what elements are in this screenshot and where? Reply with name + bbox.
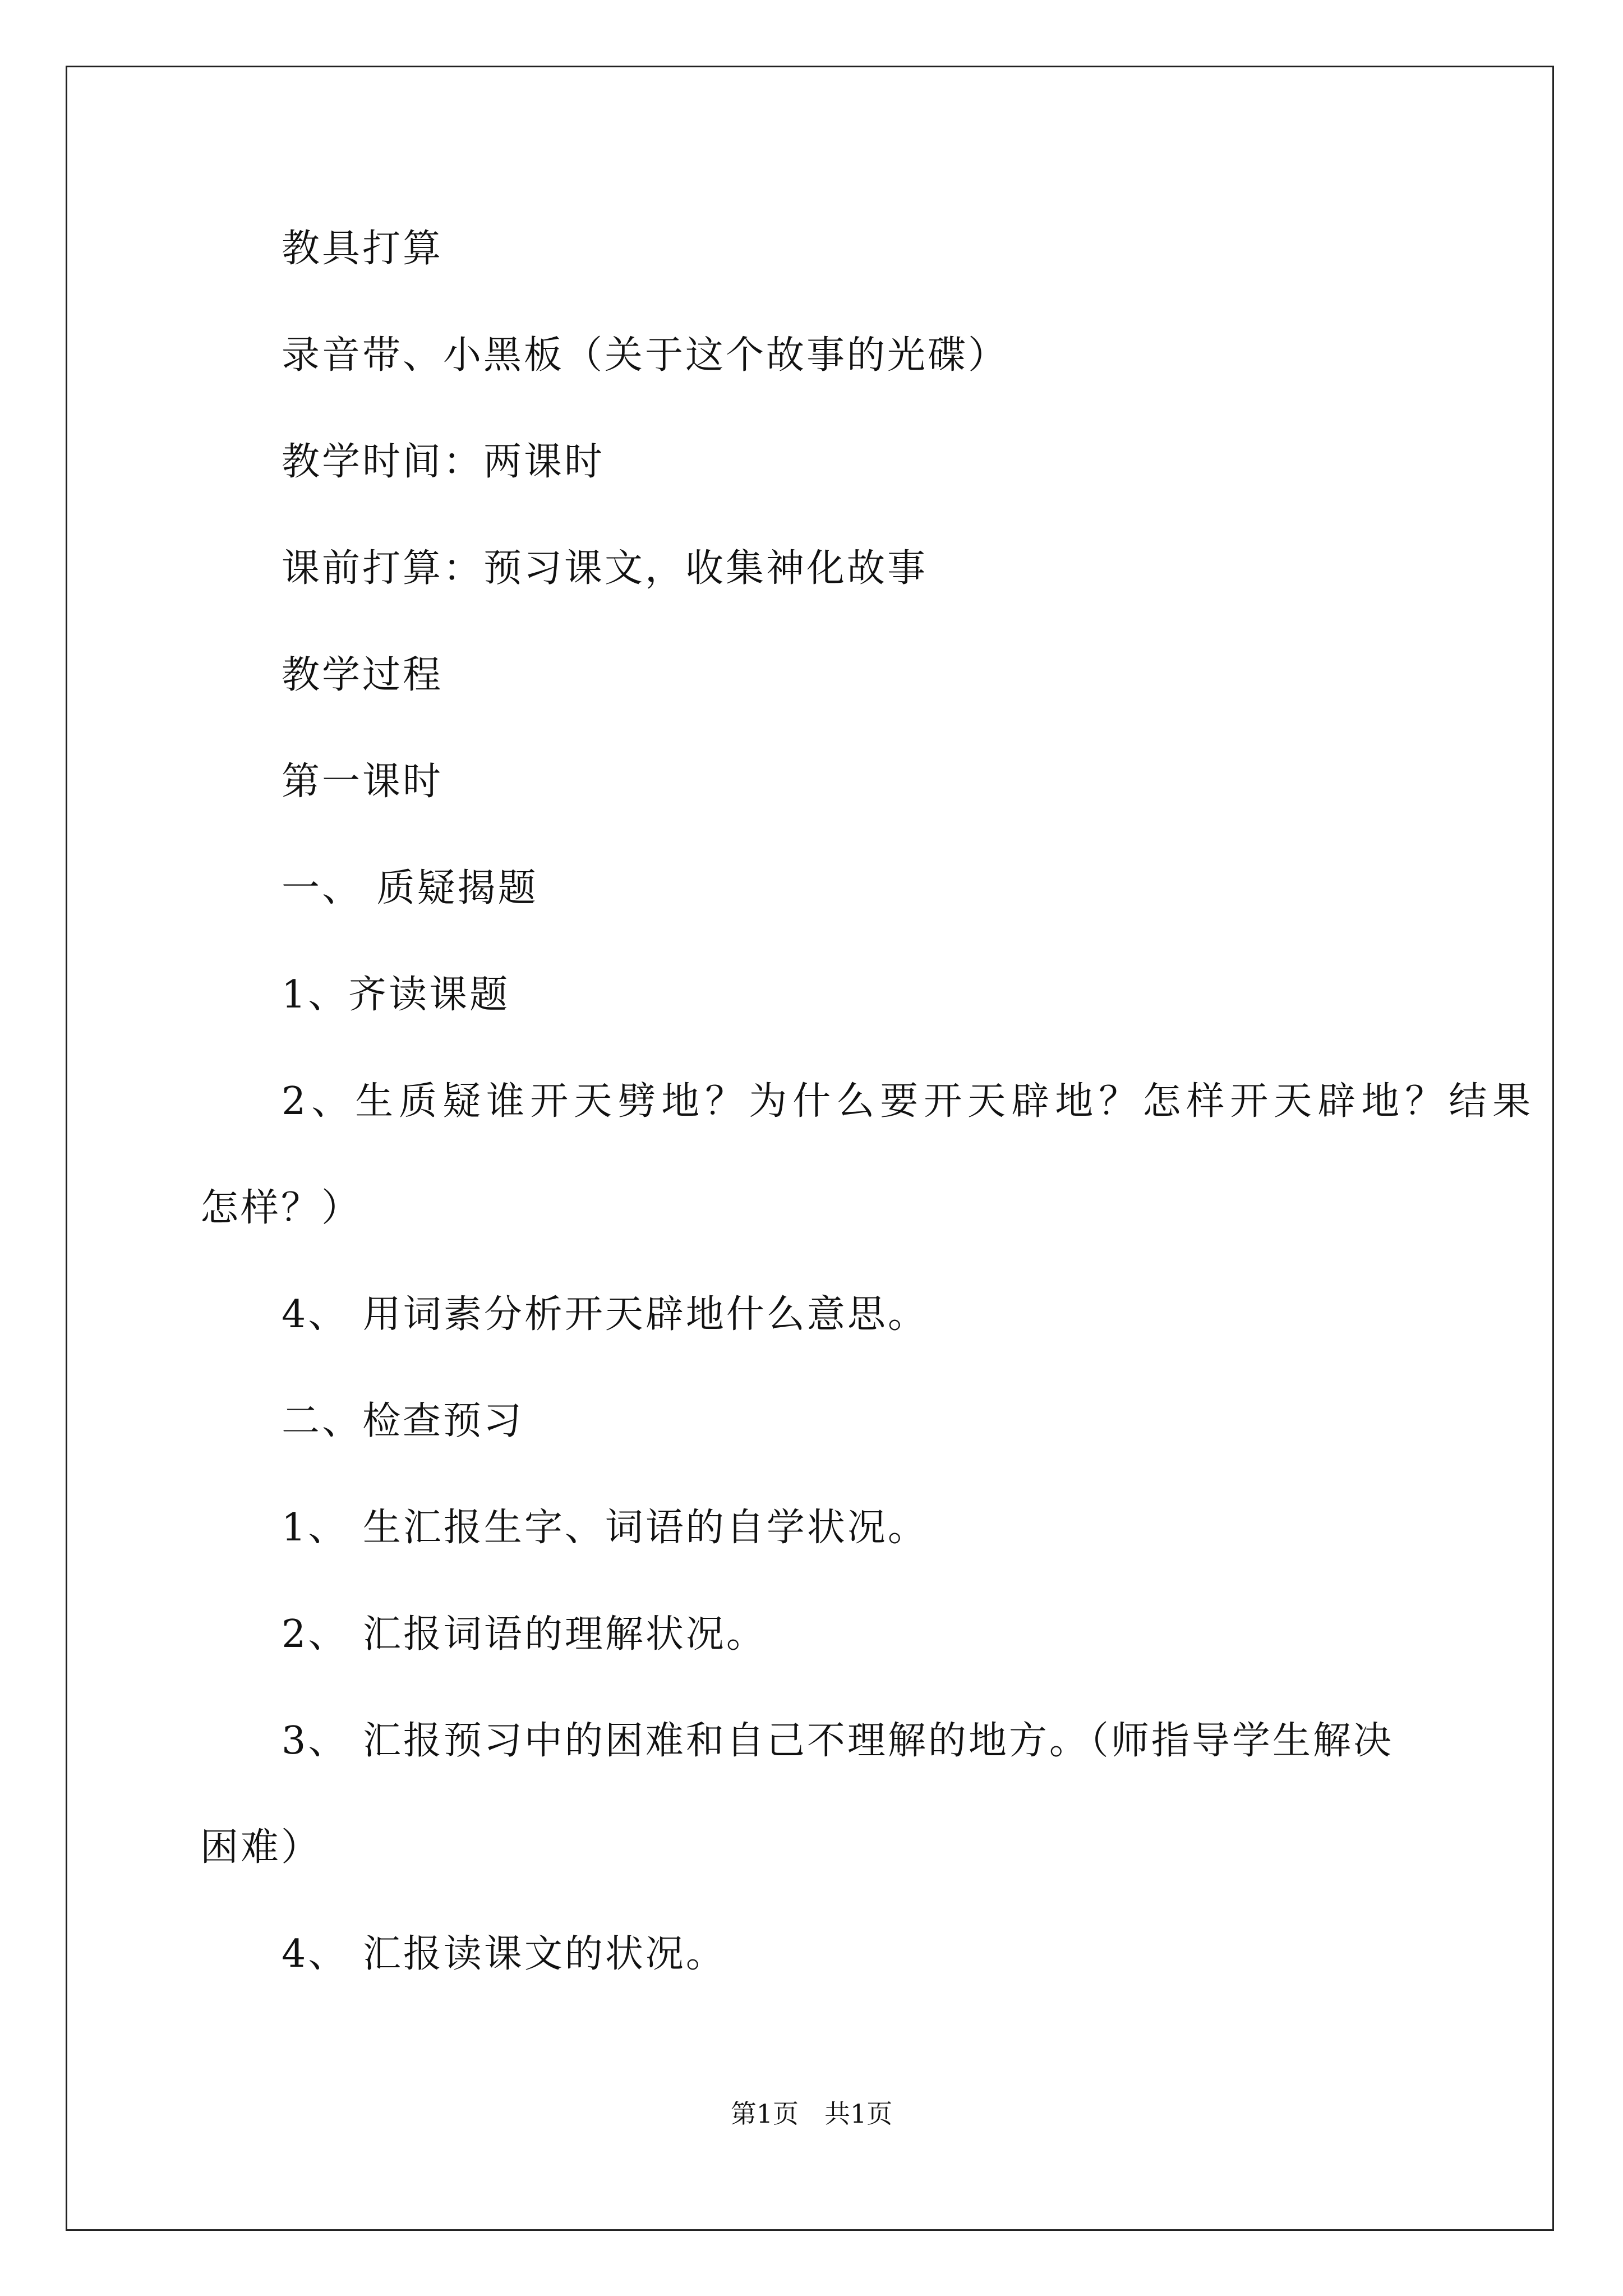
text-line-materials: 录音带、小黑板（关于这个故事的光碟） [282, 333, 1009, 378]
text-line-teaching-time: 教学时间：两课时 [282, 440, 605, 484]
text-line-item-1: 1、齐读课题 [282, 973, 510, 1017]
text-line-item-4: 4、 用词素分析开天辟地什么意思。 [282, 1292, 928, 1337]
text-line-check-4: 4、 汇报读课文的状况。 [282, 1932, 726, 1976]
text-line-check-3-cont: 困难） [200, 1825, 322, 1870]
text-line-section-two: 二、检查预习 [282, 1399, 524, 1443]
text-line-first-lesson: 第一课时 [282, 760, 444, 804]
page-footer: 第1页 共1页 [730, 2099, 893, 2129]
text-line-section-one: 一、 质疑揭题 [282, 866, 538, 910]
text-line-check-2: 2、 汇报词语的理解状况。 [282, 1612, 767, 1657]
page-border [66, 66, 1554, 2231]
text-line-preparation: 课前打算：预习课文，收集神化故事 [282, 546, 928, 591]
text-line-materials-heading: 教具打算 [282, 227, 444, 271]
text-line-item-2: 2、生质疑谁开天劈地？为什么要开天辟地？怎样开天辟地？结果 [282, 1079, 1537, 1124]
text-line-check-3: 3、 汇报预习中的困难和自己不理解的地方。（师指导学生解决 [282, 1719, 1394, 1763]
text-line-item-2-cont: 怎样？） [200, 1186, 362, 1230]
text-line-check-1: 1、 生汇报生字、词语的自学状况。 [282, 1506, 928, 1550]
text-line-process-heading: 教学过程 [282, 653, 444, 697]
